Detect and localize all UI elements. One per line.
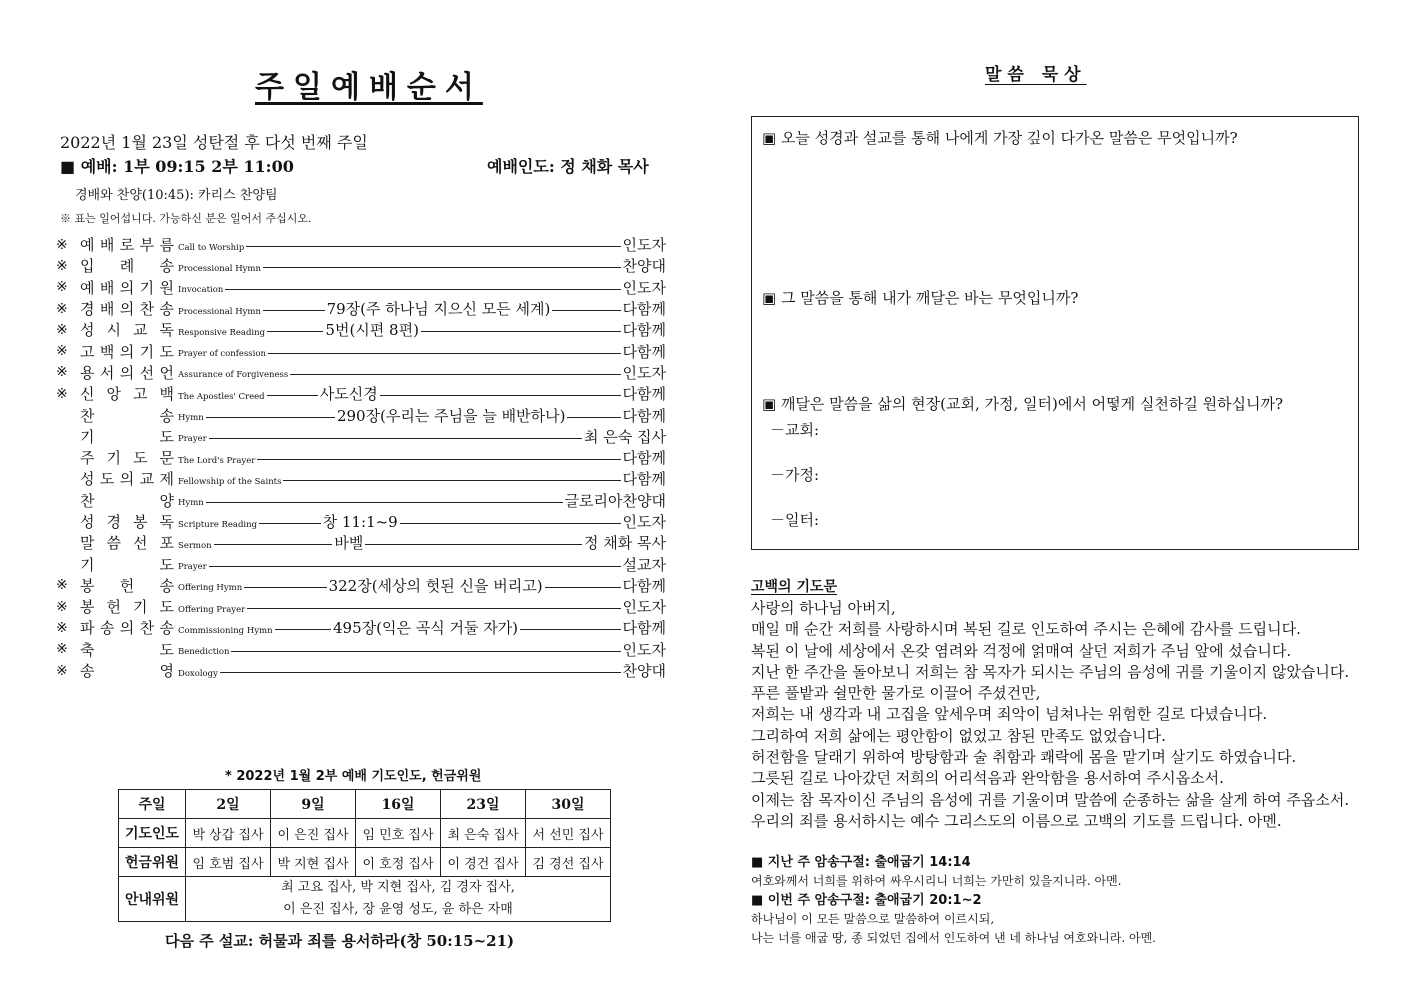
date-line: 2022년 1월 23일 성탄절 후 다섯 번째 주일 — [60, 133, 368, 152]
leader-line — [246, 246, 620, 247]
confession-line: 매일 매 순간 저희를 사랑하시며 복된 길로 인도하여 주시는 은혜에 감사를 드립니다. — [751, 620, 1301, 639]
duty-row-label: 안내위원 — [119, 877, 186, 922]
duty-header-cell: 2일 — [186, 790, 271, 819]
order-item-content: 5번(시편 8편) — [325, 321, 419, 340]
order-row — [56, 426, 666, 447]
duty-header-cell: 16일 — [356, 790, 441, 819]
order-row — [56, 660, 666, 681]
confession-line: 지난 한 주간을 돌아보니 저희는 참 목자가 되시는 주님의 음성에 귀를 기울이지 않았습니다. — [751, 662, 1350, 681]
confession-line: 우리의 죄를 용서하시는 예수 그리스도의 이름으로 고백의 기도를 드립니다. 아멘. — [751, 811, 1282, 830]
order-row — [56, 277, 666, 298]
leader-line — [220, 672, 621, 673]
duty-row-ushers — [119, 877, 611, 922]
order-item-english: Doxology — [178, 668, 218, 679]
stand-mark: ※ — [56, 236, 68, 253]
order-of-worship — [56, 234, 666, 681]
memory-this-body: 나는 너를 애굽 땅, 종 되었던 집에서 인도하여 낸 네 하나님 여호와니라. 아멘. — [751, 931, 1156, 945]
ushers-line: 이 은진 집사, 장 윤영 성도, 윤 하은 자매 — [283, 902, 513, 917]
order-row — [56, 490, 666, 511]
order-item-name: 말 씀 선 포 — [80, 534, 176, 553]
order-item-person: 다함께 — [622, 300, 666, 319]
bulletin-title: 주일예배순서 — [255, 70, 483, 105]
meditation-title: 말씀 묵상 — [985, 65, 1087, 85]
confession-prayer — [751, 598, 1371, 832]
answer-work-label: －일터: — [770, 511, 820, 529]
leader-line — [365, 544, 582, 545]
duty-header-cell: 9일 — [271, 790, 356, 819]
leader-line — [257, 459, 620, 460]
leader-line — [268, 353, 621, 354]
order-item-english: Scripture Reading — [178, 519, 258, 530]
order-row — [56, 639, 666, 660]
leader-line — [206, 417, 335, 418]
order-row — [56, 255, 666, 276]
order-row — [56, 234, 666, 255]
duty-cell: 최 은숙 집사 — [441, 819, 526, 848]
praise-team-line: 경배와 찬양(10:45): 카리스 찬양팀 — [75, 188, 278, 203]
leader-line — [231, 651, 620, 652]
order-row — [56, 362, 666, 383]
order-item-name: 파 송 의 찬 송 — [80, 619, 176, 638]
order-item-english: The Lord's Prayer — [178, 455, 256, 466]
order-item-english: Prayer of confession — [178, 349, 266, 360]
order-item-content: 사도신경 — [319, 385, 378, 404]
order-item-name: 입 례 송 — [80, 257, 176, 276]
duty-cell: 임 호범 집사 — [186, 848, 271, 877]
order-item-person: 인도자 — [622, 513, 666, 531]
confession-line: 사랑의 하나님 아버지, — [751, 599, 896, 617]
duty-cell: 이 호정 집사 — [356, 848, 441, 877]
order-item-person: 글로리아찬양대 — [564, 491, 666, 510]
leader-line — [244, 587, 326, 588]
order-row — [56, 383, 666, 404]
order-item-name: 찬 양 — [80, 491, 176, 510]
duty-cell: 박 상갑 집사 — [186, 819, 271, 848]
order-row — [56, 298, 666, 319]
duty-table — [118, 789, 611, 922]
order-item-name: 용 서 의 선 언 — [80, 363, 176, 382]
stand-note: ※ 표는 일어섭니다. 가능하신 분은 일어서 주십시오. — [60, 212, 312, 225]
order-item-content: 바벨 — [334, 534, 364, 553]
confession-line: 그리하여 저희 삶에는 평안함이 없었고 참된 만족도 없었습니다. — [751, 726, 1166, 745]
duty-cell: 서 선민 집사 — [526, 819, 611, 848]
stand-mark: ※ — [56, 662, 68, 679]
order-item-english: Hymn — [178, 498, 204, 509]
memory-last-head: ■ 지난 주 암송구절: 출애굽기 14:14 — [751, 855, 971, 870]
order-item-person: 다함께 — [622, 342, 666, 361]
stand-mark: ※ — [56, 321, 68, 338]
order-item-english: Benediction — [178, 647, 230, 658]
leader-line — [214, 544, 333, 545]
order-item-english: Offering Hymn — [178, 583, 243, 594]
duty-header-row — [119, 790, 611, 819]
confession-line: 푸른 풀밭과 쉴만한 물가로 이끌어 주셨건만, — [751, 684, 1041, 703]
order-item-english: Prayer — [178, 434, 207, 445]
order-item-name: 신 앙 고 백 — [80, 385, 176, 404]
leader-line — [247, 608, 620, 609]
order-item-english: Hymn — [178, 413, 204, 424]
order-item-person: 설교자 — [622, 555, 666, 574]
order-item-person: 인도자 — [622, 598, 666, 617]
order-item-name: 경 배 의 찬 송 — [80, 300, 176, 319]
order-item-content: 창 11:1~9 — [322, 513, 398, 531]
leader-line — [267, 331, 323, 332]
order-item-english: Commissioning Hymn — [178, 625, 273, 636]
leader-line — [206, 502, 563, 503]
stand-mark: ※ — [56, 598, 68, 615]
leader-line — [267, 395, 318, 396]
order-item-english: Fellowship of the Saints — [178, 476, 282, 487]
ushers-line: 최 고요 집사, 박 지현 집사, 김 경자 집사, — [281, 880, 515, 895]
service-leader: 예배인도: 정 채화 목사 — [487, 157, 649, 176]
leader-line — [225, 289, 620, 290]
order-item-content: 495장(익은 곡식 거둘 자가) — [332, 619, 519, 638]
duty-row-label: 기도인도 — [119, 819, 186, 848]
stand-mark: ※ — [56, 257, 68, 274]
meditation-box — [751, 116, 1359, 550]
order-row — [56, 596, 666, 617]
order-item-name: 찬 송 — [80, 406, 176, 425]
stand-mark: ※ — [56, 577, 68, 594]
answer-church-label: －교회: — [770, 421, 820, 439]
order-item-english: The Apostles' Creed — [178, 391, 265, 402]
service-times: ■ 예배: 1부 09:15 2부 11:00 — [60, 157, 294, 176]
order-item-name: 축 도 — [80, 640, 176, 659]
order-item-name: 예 배 의 기 원 — [80, 278, 176, 297]
stand-mark: ※ — [56, 300, 68, 317]
leader-line — [567, 417, 620, 418]
order-item-person: 인도자 — [622, 236, 666, 255]
meditation-question-1: ▣ 오늘 성경과 설교를 통해 나에게 가장 깊이 다가온 말씀은 무엇입니까? — [762, 129, 1238, 147]
order-item-english: Call to Worship — [178, 242, 245, 253]
duty-cell: 이 경건 집사 — [441, 848, 526, 877]
order-item-person: 다함께 — [622, 619, 666, 638]
order-item-english: Prayer — [178, 562, 207, 573]
duty-row-prayer — [119, 819, 611, 848]
order-item-person: 최 은숙 집사 — [584, 427, 666, 446]
order-item-content: 322장(세상의 헛된 신을 버리고) — [328, 576, 543, 595]
order-item-name: 봉 헌 기 도 — [80, 598, 176, 617]
duty-row-label: 헌금위원 — [119, 848, 186, 877]
confession-line: 복된 이 날에 세상에서 온갖 염려와 걱정에 얽매여 살던 저희가 주님 앞에 섰습니다. — [751, 641, 1292, 660]
order-item-english: Offering Prayer — [178, 604, 246, 615]
leader-line — [290, 374, 620, 375]
order-row — [56, 468, 666, 489]
order-item-english: Invocation — [178, 285, 224, 296]
ushers-cell — [186, 877, 611, 922]
confession-line: 허전함을 달래기 위하여 방탕함과 술 취함과 쾌락에 몸을 맡기며 살기도 하였습니다. — [751, 748, 1297, 767]
stand-mark: ※ — [56, 641, 68, 658]
leader-line — [545, 587, 621, 588]
order-item-name: 주 기 도 문 — [80, 449, 176, 468]
stand-mark: ※ — [56, 279, 68, 296]
stand-mark: ※ — [56, 619, 68, 636]
leader-line — [421, 331, 621, 332]
order-item-english: Processional Hymn — [178, 263, 261, 274]
order-item-person: 다함께 — [622, 449, 666, 468]
leader-line — [283, 480, 620, 481]
order-item-person: 정 채화 목사 — [584, 534, 666, 553]
order-item-name: 예 배 로 부 름 — [80, 236, 176, 255]
order-item-person: 인도자 — [622, 363, 666, 382]
order-item-name: 성 경 봉 독 — [80, 513, 176, 531]
memory-verses — [751, 853, 1156, 948]
leader-line — [209, 438, 582, 439]
order-row — [56, 575, 666, 596]
order-row — [56, 553, 666, 574]
order-item-name: 송 영 — [80, 662, 176, 681]
order-item-person: 다함께 — [622, 385, 666, 404]
order-item-person: 찬양대 — [622, 257, 666, 276]
order-item-english: Sermon — [178, 540, 212, 551]
leader-line — [263, 267, 621, 268]
order-item-person: 다함께 — [622, 321, 666, 340]
stand-mark: ※ — [56, 343, 68, 360]
order-item-content: 290장(우리는 주님을 늘 배반하나) — [336, 406, 566, 425]
order-item-english: Responsive Reading — [178, 327, 266, 338]
duty-header-cell: 30일 — [526, 790, 611, 819]
confession-line: 그릇된 길로 나아갔던 저희의 어리석음과 완악함을 용서하여 주시옵소서. — [751, 769, 1224, 788]
memory-this-head: ■ 이번 주 암송구절: 출애굽기 20:1~2 — [751, 893, 982, 908]
duty-header-cell: 주일 — [119, 790, 186, 819]
order-row — [56, 447, 666, 468]
leader-line — [275, 629, 331, 630]
order-item-name: 고 백 의 기 도 — [80, 342, 176, 361]
order-item-person: 다함께 — [622, 576, 666, 595]
order-row — [56, 340, 666, 361]
order-item-person: 인도자 — [622, 278, 666, 297]
confession-line: 저희는 내 생각과 내 고집을 앞세우며 죄악이 넘쳐나는 위험한 길로 다녔습니다. — [751, 705, 1268, 724]
order-item-english: Assurance of Forgiveness — [178, 370, 289, 381]
duty-cell: 이 은진 집사 — [271, 819, 356, 848]
duty-header-cell: 23일 — [441, 790, 526, 819]
order-item-person: 다함께 — [622, 470, 666, 489]
order-item-content: 79장(주 하나님 지으신 모든 세계) — [326, 300, 551, 319]
leader-line — [209, 566, 621, 567]
order-item-name: 기 도 — [80, 427, 176, 446]
next-week-sermon: 다음 주 설교: 허물과 죄를 용서하라(창 50:15~21) — [165, 932, 515, 950]
leader-line — [400, 523, 621, 524]
order-item-english: Processional Hymn — [178, 306, 261, 317]
meditation-question-2: ▣ 그 말씀을 통해 내가 깨달은 바는 무엇입니까? — [762, 289, 1079, 307]
order-item-name: 성 시 교 독 — [80, 321, 176, 340]
order-item-person: 다함께 — [622, 406, 666, 425]
stand-mark: ※ — [56, 385, 68, 402]
order-row — [56, 617, 666, 638]
duty-row-offering — [119, 848, 611, 877]
leader-line — [552, 310, 620, 311]
order-item-person: 인도자 — [622, 640, 666, 659]
memory-this-body: 하나님이 이 모든 말씀으로 말씀하여 이르시되, — [751, 912, 995, 926]
order-row — [56, 511, 666, 532]
confession-title: 고백의 기도문 — [751, 579, 838, 595]
order-item-name: 기 도 — [80, 555, 176, 574]
order-row — [56, 319, 666, 340]
order-item-name: 봉 헌 송 — [80, 576, 176, 595]
leader-line — [520, 629, 620, 630]
order-item-person: 찬양대 — [622, 662, 666, 681]
answer-home-label: －가정: — [770, 466, 820, 484]
meditation-question-3: ▣ 깨달은 말씀을 삶의 현장(교회, 가정, 일터)에서 어떻게 실천하길 원하십니까? — [762, 395, 1284, 413]
duty-cell: 박 지현 집사 — [271, 848, 356, 877]
duty-table-title: * 2022년 1월 2부 예배 기도인도, 헌금위원 — [225, 769, 482, 784]
duty-cell: 임 민호 집사 — [356, 819, 441, 848]
stand-mark: ※ — [56, 364, 68, 381]
leader-line — [259, 523, 321, 524]
order-item-name: 성 도 의 교 제 — [80, 470, 176, 489]
leader-line — [263, 310, 325, 311]
confession-line: 이제는 참 목자이신 주님의 음성에 귀를 기울이며 말씀에 순종하는 삶을 살게 하여 주옵소서. — [751, 790, 1350, 809]
duty-cell: 김 경선 집사 — [526, 848, 611, 877]
order-row — [56, 532, 666, 553]
order-row — [56, 404, 666, 425]
memory-last-body: 여호와께서 너희를 위하여 싸우시리니 너희는 가만히 있을지니라. 아멘. — [751, 874, 1122, 888]
leader-line — [380, 395, 621, 396]
